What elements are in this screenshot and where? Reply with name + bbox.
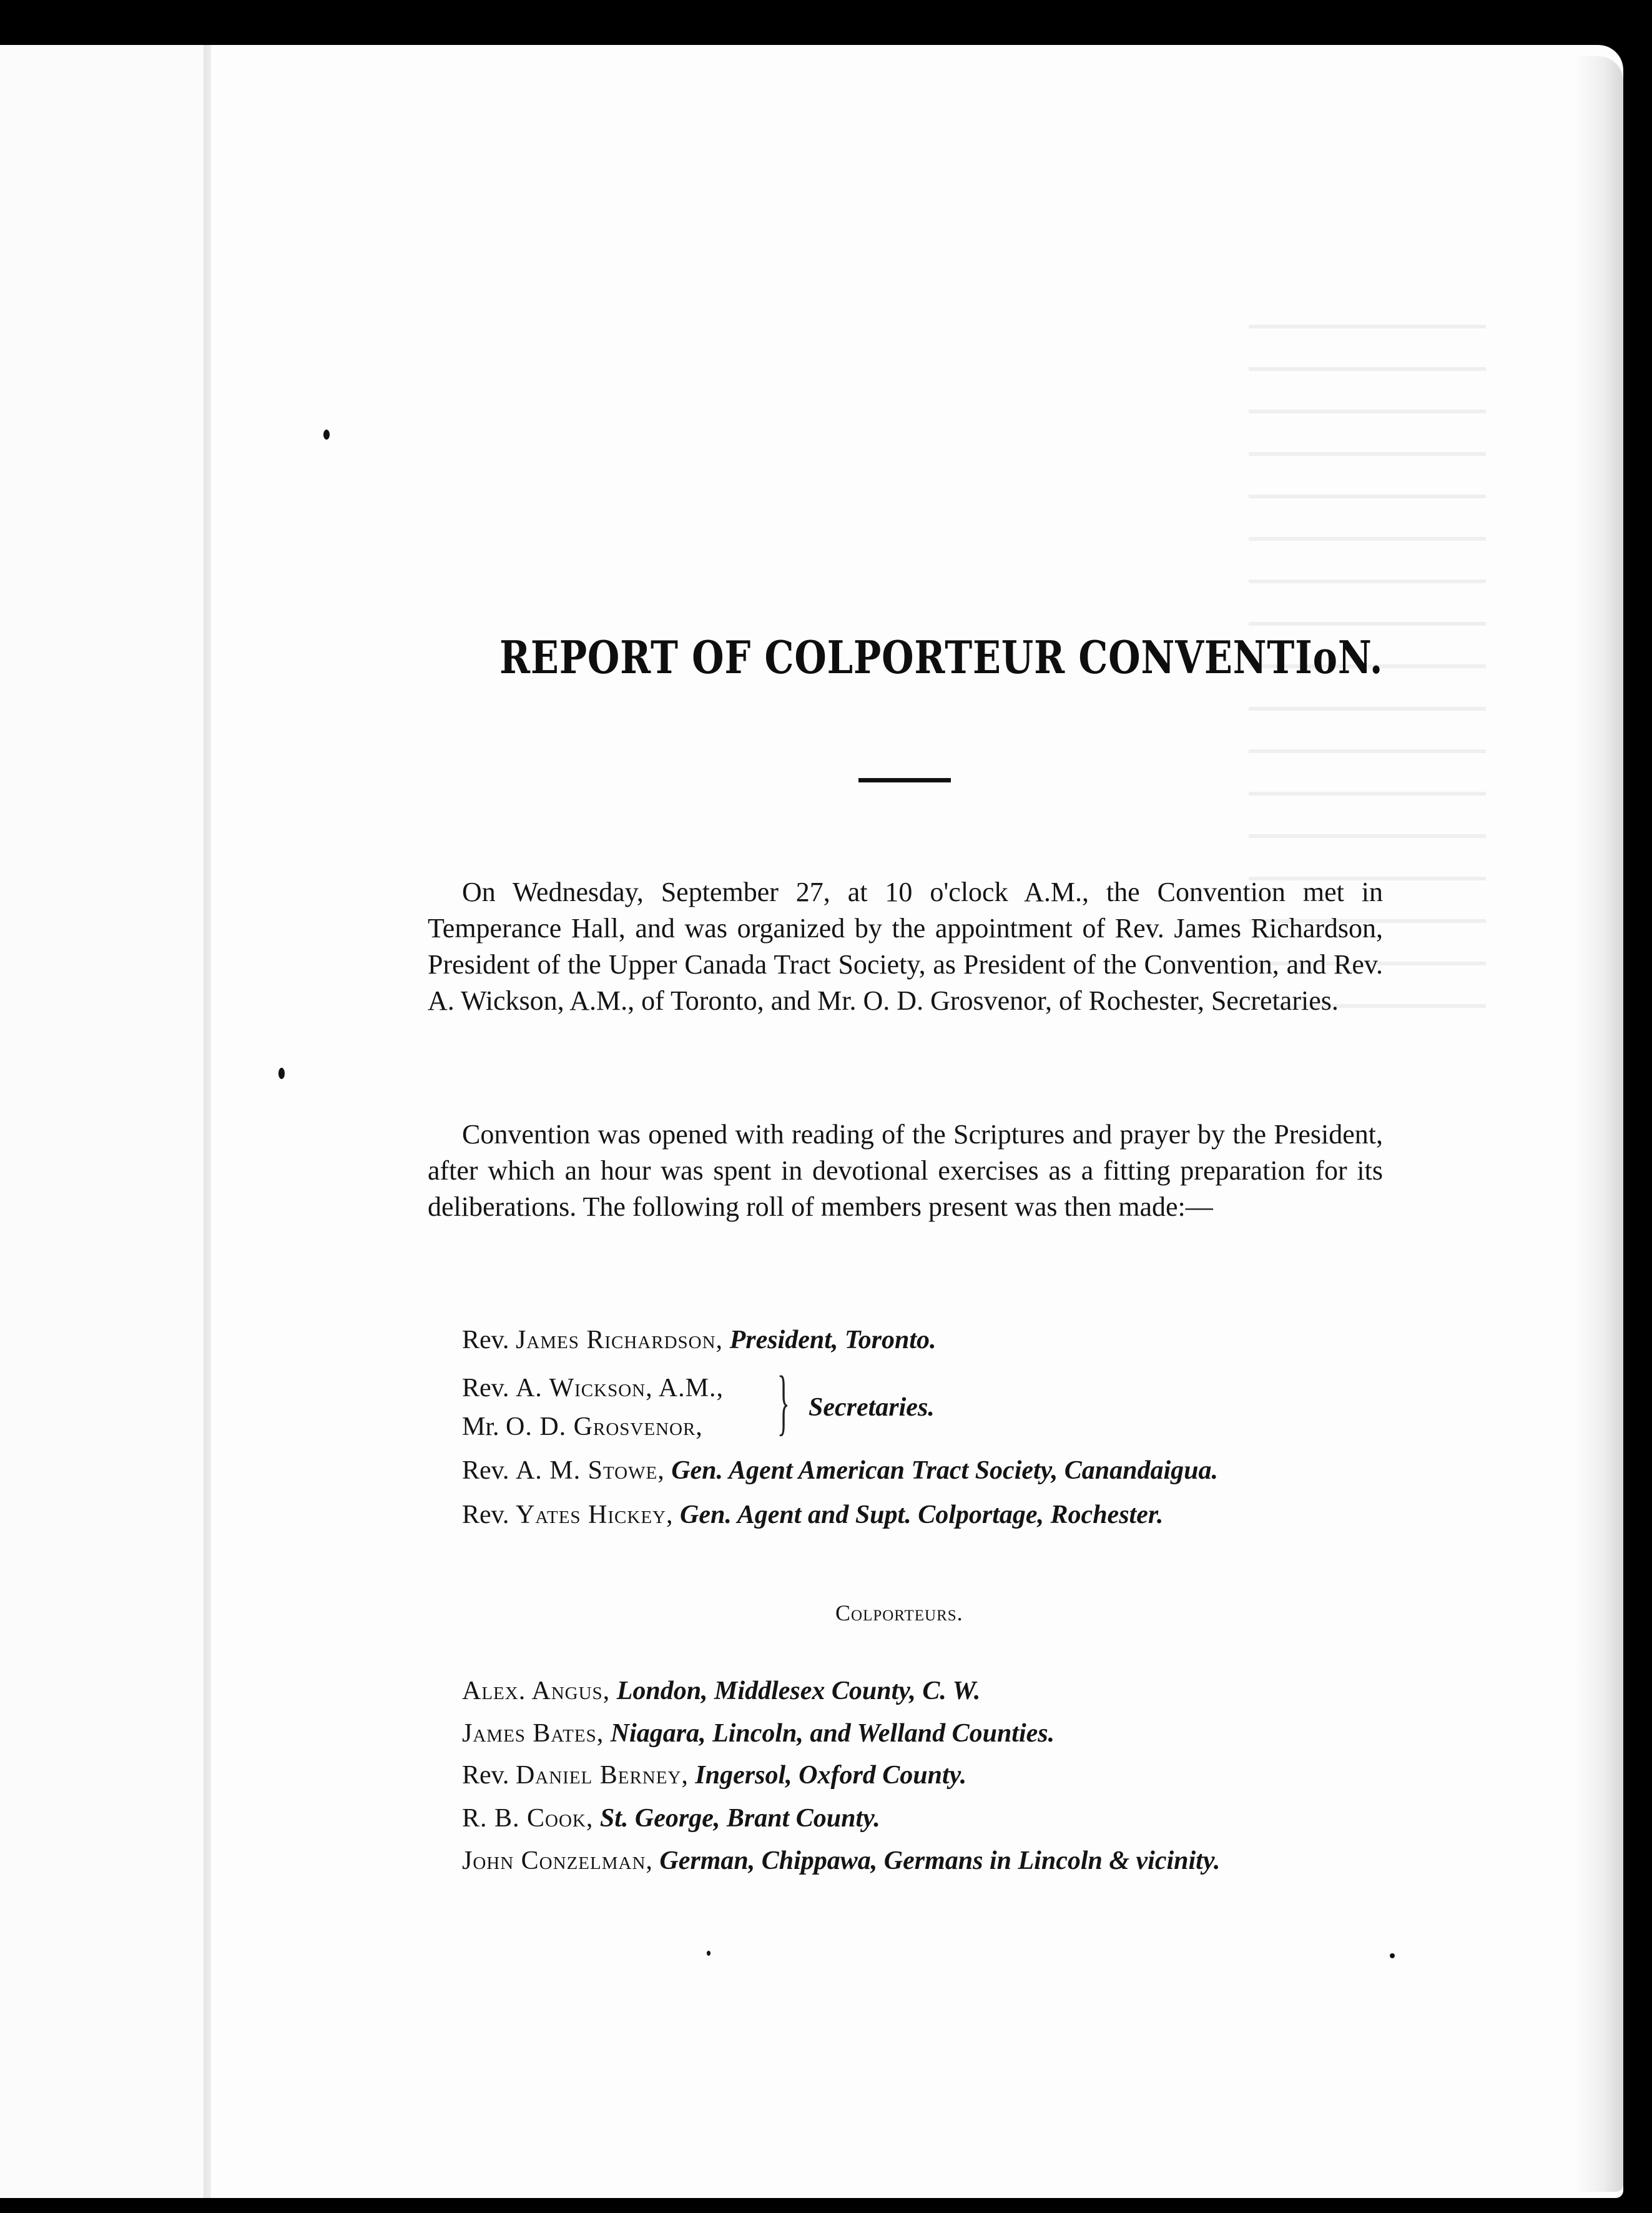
ink-speck (1390, 1953, 1395, 1958)
member-name: A. M. Stowe, (515, 1456, 665, 1485)
member-prefix: Rev. (462, 1374, 509, 1402)
title-rule (858, 778, 951, 782)
member-name: James Richardson, (515, 1326, 724, 1354)
colporteur-name: Daniel Berney, (515, 1761, 689, 1790)
colporteur-entry (462, 1673, 980, 1708)
colporteur-entry (462, 1843, 1220, 1878)
member-entry (462, 1453, 1218, 1488)
paragraph-opening (428, 874, 1383, 1019)
ink-speck (323, 430, 330, 440)
colporteur-entry (462, 1716, 1055, 1751)
member-prefix: Mr. (462, 1412, 499, 1441)
ink-speck (278, 1068, 285, 1079)
member-entry (462, 1371, 724, 1406)
left-page (0, 45, 211, 2198)
member-prefix: Rev. (462, 1501, 509, 1529)
page-edge (1573, 56, 1623, 2192)
colporteur-location: London, Middlesex County, C. W. (616, 1677, 981, 1705)
member-role: President, Toronto. (729, 1326, 937, 1354)
colporteur-name: Alex. Angus, (462, 1677, 611, 1705)
secretaries-label: Secretaries. (809, 1393, 935, 1422)
page-title: REPORT OF COLPORTEUR CONVENTIoN. (499, 631, 1384, 684)
colporteur-location: German, Chippawa, Germans in Lincoln & vicinity. (659, 1846, 1221, 1875)
member-name: A. Wickson, A.M., (515, 1374, 724, 1402)
colporteur-location: Ingersol, Oxford County. (695, 1761, 967, 1790)
member-prefix: Rev. (462, 1456, 509, 1485)
paragraph-roll-text: Convention was opened with reading of the Scriptures and prayer by the President, after which an hour was spent in devotional exercises as a fitting preparation for its deliberations. The following roll of members present was then made:— (428, 1119, 1383, 1222)
colporteur-name: James Bates, (462, 1719, 604, 1748)
colporteur-location: Niagara, Lincoln, and Welland Counties. (610, 1719, 1055, 1748)
brace-symbol: } (777, 1361, 790, 1442)
member-name: O. D. Grosvenor, (506, 1412, 703, 1441)
member-entry (462, 1409, 703, 1444)
member-prefix: Rev. (462, 1326, 509, 1354)
colporteur-entry (462, 1801, 880, 1836)
member-entry (462, 1497, 1163, 1532)
member-entry (462, 1323, 937, 1358)
colporteur-prefix: Rev. (462, 1761, 509, 1790)
colporteur-entry (462, 1758, 966, 1793)
colporteurs-heading: Colporteurs. (835, 1600, 963, 1625)
colporteur-location: St. George, Brant County. (599, 1804, 880, 1833)
ink-speck (707, 1951, 710, 1956)
member-name: Yates Hickey, (515, 1501, 674, 1529)
member-role: Gen. Agent American Tract Society, Canandaigua. (671, 1456, 1219, 1485)
colporteur-name: John Conzelman, (462, 1846, 653, 1875)
paragraph-opening-text: On Wednesday, September 27, at 10 o'clock A.M., the Convention met in Temperance Hall, and was organized by the appointment of Rev. James Richardson, President of the Upper Canada Tract Society, as President of the Convention, and Rev. A. Wickson, A.M., of Toronto, and Mr. O. D. Grosvenor, of Rochester, Secretaries. (428, 877, 1383, 1016)
colporteur-name: R. B. Cook, (462, 1804, 594, 1833)
paragraph-roll (428, 1116, 1383, 1225)
member-role: Gen. Agent and Supt. Colportage, Rochester. (680, 1501, 1164, 1529)
